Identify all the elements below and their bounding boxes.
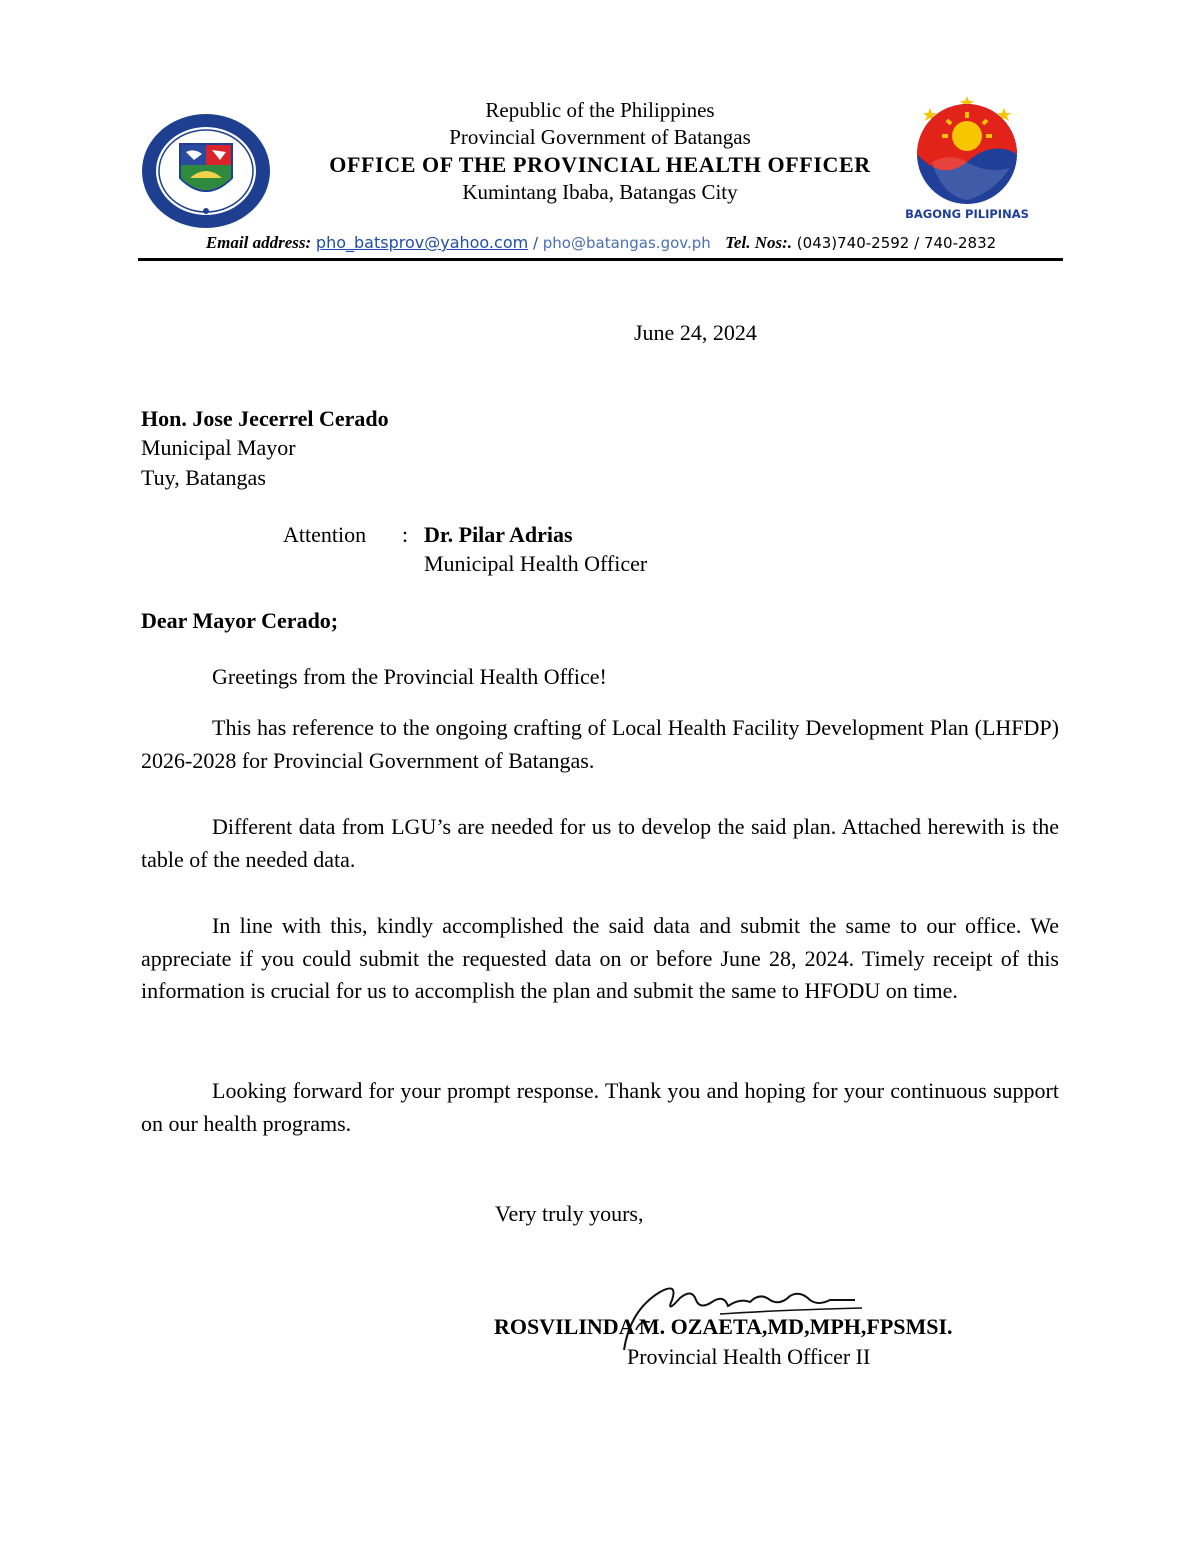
header-provincial-government: Provincial Government of Batangas <box>449 125 751 149</box>
paragraph-reference: This has reference to the ongoing crafting of Local Health Facility Development Plan (LHFDP) 2026-2028 for Provincial Government of Batangas. <box>141 715 1059 773</box>
salutation: Dear Mayor Cerado; <box>141 608 339 633</box>
bagong-pilipinas-logo-icon <box>902 92 1032 224</box>
attention-colon: : <box>402 522 409 547</box>
recipient-place: Tuy, Batangas <box>141 465 266 490</box>
paragraph-greeting: Greetings from the Provincial Health Office! <box>212 664 607 689</box>
contact-line <box>140 233 1062 253</box>
header-republic: Republic of the Philippines <box>485 98 715 122</box>
provincial-seal-icon <box>140 112 272 230</box>
recipient-name: Hon. Jose Jecerrel Cerado <box>141 406 389 431</box>
attention-title: Municipal Health Officer <box>424 551 648 576</box>
email-link-yahoo[interactable]: pho_batsprov@yahoo.com <box>315 233 529 252</box>
signer-name: ROSVILINDA M. OZAETA,MD,MPH,FPSMSI. <box>494 1314 953 1339</box>
paragraph-data-needed: Different data from LGU’s are needed for us to develop the said plan. Attached herewith is the table of the needed data. <box>141 814 1059 872</box>
email-link-gov[interactable]: pho@batangas.gov.ph <box>542 234 711 252</box>
attention-name: Dr. Pilar Adrias <box>424 522 573 547</box>
signer-title: Provincial Health Officer II <box>627 1344 871 1369</box>
header-address: Kumintang Ibaba, Batangas City <box>462 180 738 204</box>
tel-label: Tel. Nos:. <box>725 233 793 252</box>
email-label: Email address: <box>205 233 312 252</box>
paragraph-closing-remarks: Looking forward for your prompt response. Thank you and hoping for your continuous support on our health programs. <box>141 1078 1059 1136</box>
email-separator: / <box>528 234 543 252</box>
header-office-title: OFFICE OF THE PROVINCIAL HEALTH OFFICER <box>329 152 871 177</box>
bp-logo-text: BAGONG PILIPINAS <box>905 207 1029 221</box>
recipient-title: Municipal Mayor <box>141 435 296 460</box>
attention-label: Attention <box>283 522 367 547</box>
header-divider <box>138 258 1063 261</box>
paragraph-request: In line with this, kindly accomplished the said data and submit the same to our office. We appreciate if you could submit the requested data on or before June 28, 2024. Timely receipt of this information is crucial for us to accomplish the plan and submit the same to HFODU on time. <box>141 913 1059 1004</box>
closing: Very truly yours, <box>495 1201 644 1226</box>
letter-date: June 24, 2024 <box>634 320 757 345</box>
tel-numbers: (043)740-2592 / 740-2832 <box>796 234 997 252</box>
